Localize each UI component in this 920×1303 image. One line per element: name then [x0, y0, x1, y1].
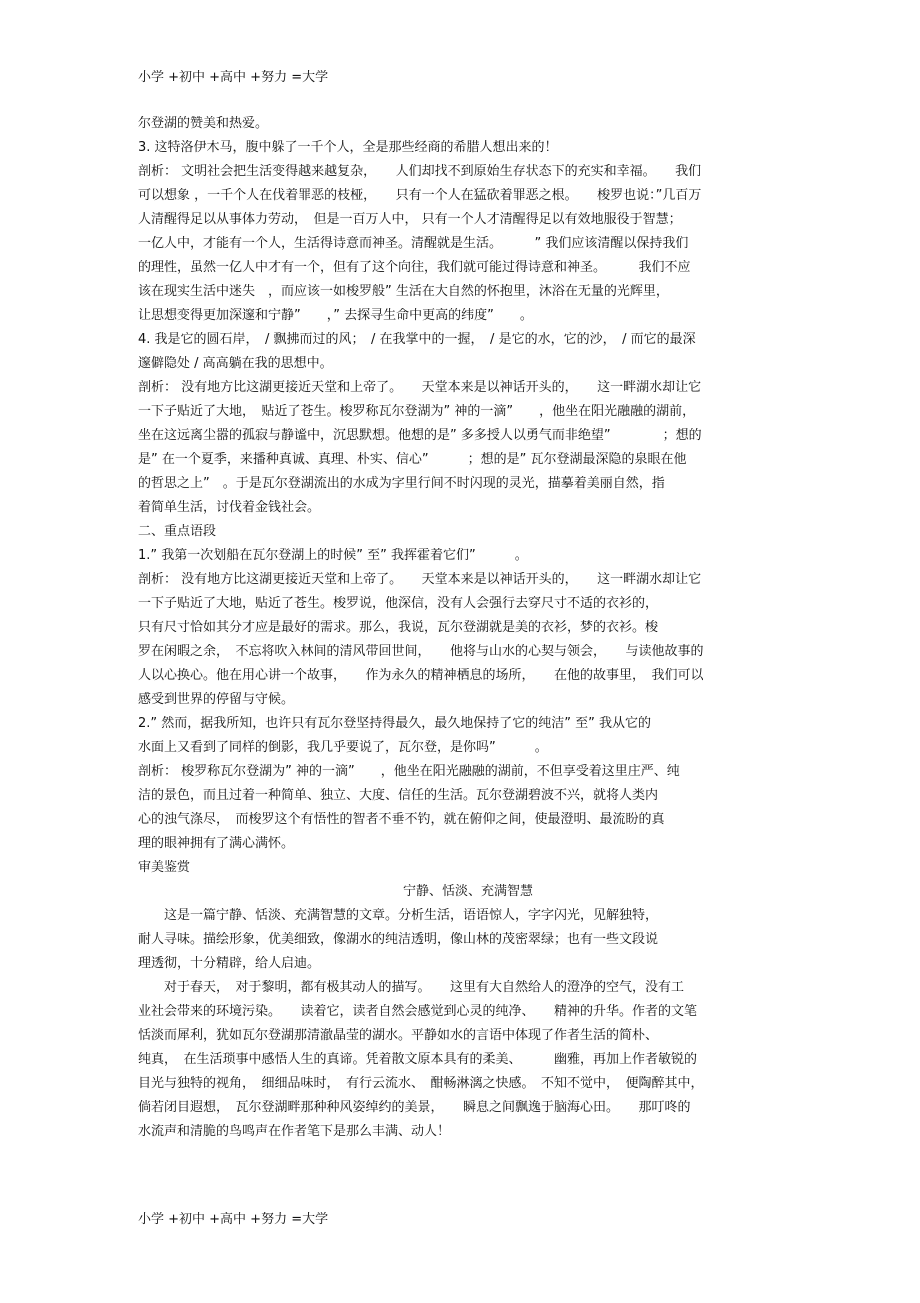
text-line: 耐人寻味。描绘形象，优美细致，像湖水的纯洁透明，像山林的茂密翠绿；也有一些文段说 [138, 932, 659, 947]
text-line: 心的浊气涤尽， 而梭罗这个有悟性的智者不垂不钓，就在俯仰之间，使最澄明、最流盼的真 [138, 812, 665, 827]
text-line: 的理性，虽然一亿人中才有一个，但有了这个向往，我们就可能过得诗意和神圣。 我们不应 [138, 260, 691, 275]
page-header: 小学 +初中 +高中 +努力 =大学 [138, 70, 329, 85]
text-line: 剖析： 没有地方比这湖更接近天堂和上帝了。 天堂本来是以神话开头的， 这一畔湖水却让它 [138, 572, 702, 587]
text-line: 是” 在一个夏季，来播种真诚、真理、朴实、信心” ；想的是” 瓦尔登湖最深隐的泉眼在他 [138, 452, 687, 467]
text-line: 让思想变得更加深邃和宁静” ，” 去探寻生命中更高的纬度” 。 [138, 308, 533, 323]
text-line: 只有尺寸恰如其分才应是最好的需求。那么，我说，瓦尔登湖就是美的衣衫，梦的衣衫。梭 [138, 620, 659, 635]
text-line: 邃僻隐处 / 高高躺在我的思想中。 [138, 356, 333, 371]
article-title: 宁静、恬淡、充满智慧 [402, 884, 533, 899]
text-line: 水流声和清脆的鸟鸣声在作者笔下是那么丰满、动人！ [138, 1124, 451, 1139]
text-line: 水面上又看到了同样的倒影，我几乎要说了，瓦尔登，是你吗” 。 [138, 740, 548, 755]
text-line: 罗在闲暇之余， 不忘将吹入林间的清风带回世间， 他将与山水的心契与领会， 与读他故事的 [138, 644, 704, 659]
text-line: 剖析： 梭罗称瓦尔登湖为” 神的一滴” ，他坐在阳光融融的湖前，不但享受着这里庄严、纯 [138, 764, 680, 779]
text-line: 倘若闭目遐想， 瓦尔登湖畔那种种风姿绰约的美景， 瞬息之间飘逸于脑海心田。 那叮咚的 [138, 1100, 691, 1115]
text-line: 剖析： 文明社会把生活变得越来越复杂， 人们却找不到原始生存状态下的充实和幸福。 我们 [138, 164, 702, 179]
text-line: 4. 我是它的圆石岸， / 飘拂而过的风； / 在我掌中的一握， / 是它的水，它的沙， / 而它的最深 [138, 332, 696, 347]
text-line: 纯真， 在生活琐事中感悟人生的真谛。凭着散文原本具有的柔美、 幽雅，再加上作者敏锐的 [138, 1052, 698, 1067]
text-line: 3. 这特洛伊木马，腹中躲了一千个人，全是那些经商的希腊人想出来的！ [138, 140, 558, 155]
page-footer: 小学 +初中 +高中 +努力 =大学 [138, 1212, 329, 1227]
text-line: 理的眼神拥有了满心满怀。 [138, 836, 295, 851]
section-heading: 二、重点语段 [138, 524, 217, 539]
text-line: 业社会带来的环境污染。 读着它，读者自然会感觉到心灵的纯净、 精神的升华。作者的文笔 [138, 1004, 698, 1019]
text-line: 对于春天， 对于黎明，都有极其动人的描写。 这里有大自然给人的澄净的空气，没有工 [138, 980, 685, 995]
text-line: 着简单生活，讨伐着金钱社会。 [138, 500, 321, 515]
section-heading: 审美鉴赏 [138, 860, 191, 875]
text-line: 这是一篇宁静、恬淡、充满智慧的文章。分析生活，语语惊人，字字闪光，见解独特， [138, 908, 659, 923]
text-line: 感受到世界的停留与守候。 [138, 692, 295, 707]
text-line: 坐在这远离尘嚣的孤寂与静谧中，沉思默想。他想的是” 多多授人以勇气而非绝望” ；想的 [138, 428, 702, 443]
text-line: 1.” 我第一次划船在瓦尔登湖上的时候” 至” 我挥霍着它们” 。 [138, 548, 528, 563]
text-line: 剖析： 没有地方比这湖更接近天堂和上帝了。 天堂本来是以神话开头的， 这一畔湖水却让它 [138, 380, 702, 395]
text-line: 目光与独特的视角， 细细品味时， 有行云流水、 酣畅淋漓之快感。 不知不觉中， 便陶醉其中， [138, 1076, 704, 1091]
text-line: 的哲思之上” 。于是瓦尔登湖流出的水成为字里行间不时闪现的灵光，描摹着美丽自然，指 [138, 476, 665, 491]
text-line: 可以想象 ，一千个人在伐着罪恶的枝桠， 只有一个人在猛砍着罪恶之根。 梭罗也说：”几百万 [138, 188, 702, 203]
text-line: 一下子贴近了大地， 贴近了苍生。梭罗称瓦尔登湖为” 神的一滴” ，他坐在阳光融融的湖前， [138, 404, 696, 419]
text-line: 该在现实生活中迷失 ，而应该一如梭罗般” 生活在大自然的怀抱里，沐浴在无量的光辉里， [138, 284, 669, 299]
text-line: 一亿人中，才能有一个人，生活得诗意而神圣。清醒就是生活。 ” 我们应该清醒以保持我们 [138, 236, 689, 251]
text-line: 洁的景色，而且过着一种简单、独立、大度、信任的生活。瓦尔登湖碧波不兴，就将人类内 [138, 788, 659, 803]
text-line: 人清醒得足以从事体力劳动， 但是一百万人中， 只有一个人才清醒得足以有效地服役于智慧； [138, 212, 682, 227]
text-line: 尔登湖的赞美和热爱。 [138, 116, 269, 131]
text-line: 恬淡而犀利，犹如瓦尔登湖那清澈晶莹的湖水。平静如水的言语中体现了作者生活的简朴、 [138, 1028, 659, 1043]
text-line: 一下子贴近了大地，贴近了苍生。梭罗说，他深信，没有人会强行去穿尺寸不适的衣衫的， [138, 596, 659, 611]
text-line: 人以心换心。他在用心讲一个故事， 作为永久的精神栖息的场所， 在他的故事里， 我们可以 [138, 668, 704, 683]
text-line: 理透彻，十分精辟，给人启迪。 [138, 956, 321, 971]
text-line: 2.” 然而，据我所知，也许只有瓦尔登坚持得最久，最久地保持了它的纯洁” 至” 我从它的 [138, 716, 652, 731]
